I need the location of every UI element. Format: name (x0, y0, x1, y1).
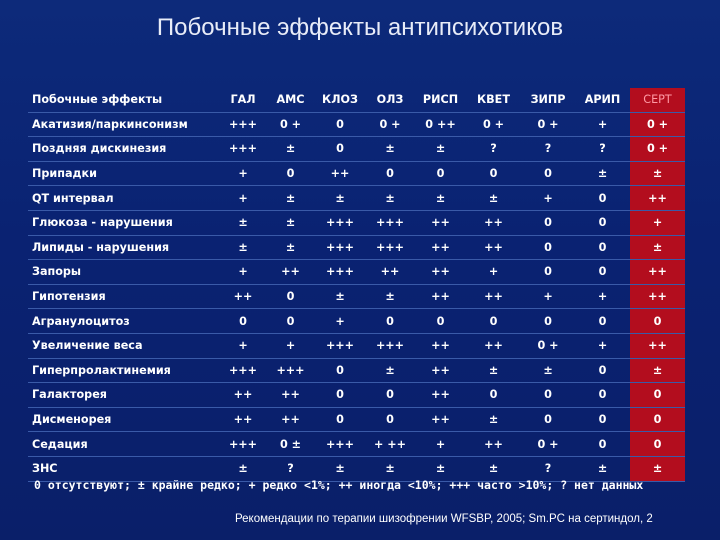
table-cell: 0 (365, 407, 415, 432)
table-cell: ++ (630, 284, 685, 309)
table-cell: ± (415, 456, 466, 481)
table-row (28, 309, 685, 334)
table-row (28, 284, 685, 309)
table-header-row (28, 88, 685, 112)
table-cell: 0 (365, 161, 415, 186)
table-cell: +++ (315, 210, 365, 235)
table-cell: ++ (630, 260, 685, 285)
table-cell: + (575, 284, 630, 309)
table-cell: + (575, 333, 630, 358)
table-cell: ± (365, 186, 415, 211)
table-cell: 0 + (630, 137, 685, 162)
table-cell: ++ (220, 383, 266, 408)
table-cell: 0 + (521, 333, 575, 358)
table-cell: 0 (266, 309, 315, 334)
table-cell: 0 (575, 407, 630, 432)
table-cell: 0 (466, 161, 521, 186)
table-cell: 0 ± (266, 432, 315, 457)
row-label: Гиперпролактинемия (28, 358, 220, 383)
table-cell: ± (365, 137, 415, 162)
table-row (28, 186, 685, 211)
table-cell: +++ (365, 235, 415, 260)
table-cell: + (521, 186, 575, 211)
table-cell: 0 (315, 407, 365, 432)
table-cell: ++ (266, 260, 315, 285)
table-cell: ± (466, 456, 521, 481)
table-cell: ± (220, 235, 266, 260)
table-cell: 0 (575, 309, 630, 334)
table-cell: +++ (220, 432, 266, 457)
table-cell: +++ (315, 235, 365, 260)
table-cell: + (266, 333, 315, 358)
table-cell: ++ (466, 284, 521, 309)
table-cell: 0 (521, 260, 575, 285)
table-cell: + (415, 432, 466, 457)
column-header-drug: КВЕТ (466, 88, 521, 112)
table-cell: +++ (220, 112, 266, 137)
table-cell: ± (575, 456, 630, 481)
table-cell: ? (521, 137, 575, 162)
row-label: Липиды - нарушения (28, 235, 220, 260)
table-cell: ± (466, 186, 521, 211)
row-label: Глюкоза - нарушения (28, 210, 220, 235)
column-header-drug: ГАЛ (220, 88, 266, 112)
table-cell: 0 (630, 432, 685, 457)
table-row (28, 210, 685, 235)
table-cell: ± (266, 186, 315, 211)
table-cell: ± (415, 186, 466, 211)
table-cell: 0 + (630, 112, 685, 137)
table-cell: ± (315, 456, 365, 481)
table-cell: ± (266, 210, 315, 235)
row-label: QT интервал (28, 186, 220, 211)
table-row (28, 432, 685, 457)
table-cell: 0 (521, 407, 575, 432)
table-cell: 0 (220, 309, 266, 334)
table-cell: 0 (466, 309, 521, 334)
table-cell: ± (466, 358, 521, 383)
table-cell: ± (266, 137, 315, 162)
column-header-drug: СЕРТ (630, 88, 685, 112)
table-cell: 0 + (266, 112, 315, 137)
table-cell: +++ (315, 333, 365, 358)
table-cell: +++ (365, 333, 415, 358)
table-cell: ++ (315, 161, 365, 186)
table-cell: ++ (415, 333, 466, 358)
table-cell: ? (521, 456, 575, 481)
table-cell: +++ (220, 137, 266, 162)
table-cell: +++ (315, 432, 365, 457)
table-row (28, 260, 685, 285)
row-label: Припадки (28, 161, 220, 186)
table-row (28, 358, 685, 383)
table-cell: ? (266, 456, 315, 481)
row-label: Дисменорея (28, 407, 220, 432)
table-cell: 0 + (365, 112, 415, 137)
table-cell: + (220, 333, 266, 358)
table-cell: ++ (266, 407, 315, 432)
column-header-drug: ЗИПР (521, 88, 575, 112)
row-label: Запоры (28, 260, 220, 285)
row-label: Седация (28, 432, 220, 457)
row-label: Акатизия/паркинсонизм (28, 112, 220, 137)
table-cell: +++ (220, 358, 266, 383)
table-row (28, 407, 685, 432)
source-citation: Рекомендации по терапии шизофрении WFSBP, 2005; Sm.PC на сертиндол, 2 (235, 513, 653, 525)
row-label: Увеличение веса (28, 333, 220, 358)
table-cell: 0 (415, 161, 466, 186)
table-cell: 0 (266, 284, 315, 309)
table-cell: ± (466, 407, 521, 432)
table-cell: + ++ (365, 432, 415, 457)
table-cell: + (630, 210, 685, 235)
table-cell: ± (630, 456, 685, 481)
table-cell: ± (630, 161, 685, 186)
table-cell: 0 (365, 383, 415, 408)
table-cell: ++ (415, 383, 466, 408)
table-cell: ++ (220, 284, 266, 309)
table-cell: 0 (521, 309, 575, 334)
table-cell: 0 (575, 358, 630, 383)
table-cell: 0 (521, 161, 575, 186)
row-label: ЗНС (28, 456, 220, 481)
table-cell: 0 (315, 358, 365, 383)
table-cell: 0 + (521, 112, 575, 137)
table-cell: ++ (466, 432, 521, 457)
table-cell: ++ (415, 210, 466, 235)
table-cell: 0 (521, 383, 575, 408)
table-cell: ++ (630, 333, 685, 358)
table-cell: 0 (575, 210, 630, 235)
column-header-drug: АРИП (575, 88, 630, 112)
table-cell: ± (315, 284, 365, 309)
table-cell: ± (575, 161, 630, 186)
table-cell: ++ (415, 235, 466, 260)
table-cell: ++ (415, 260, 466, 285)
table-cell: +++ (266, 358, 315, 383)
table-cell: + (521, 284, 575, 309)
table-cell: ± (220, 210, 266, 235)
table-cell: 0 (630, 309, 685, 334)
column-header-drug: КЛОЗ (315, 88, 365, 112)
table-cell: ++ (466, 235, 521, 260)
table-cell: ± (266, 235, 315, 260)
table-cell: 0 (575, 186, 630, 211)
row-label: Гипотензия (28, 284, 220, 309)
table-cell: ± (220, 456, 266, 481)
table-cell: 0 (315, 137, 365, 162)
table-row (28, 235, 685, 260)
table-cell: 0 (521, 210, 575, 235)
table-cell: 0 (575, 383, 630, 408)
table-cell: 0 (575, 260, 630, 285)
table-cell: ± (630, 235, 685, 260)
legend-text: 0 отсутствуют; ± крайне редко; + редко <1%; ++ иногда <10%; +++ часто >10%; ? нет данных (34, 478, 644, 492)
table-cell: 0 (315, 383, 365, 408)
row-label: Поздняя дискинезия (28, 137, 220, 162)
table-cell: + (220, 260, 266, 285)
table-cell: 0 (575, 432, 630, 457)
table-cell: ± (365, 358, 415, 383)
table-row (28, 112, 685, 137)
table-cell: ± (630, 358, 685, 383)
table-cell: 0 (521, 235, 575, 260)
table-cell: + (466, 260, 521, 285)
table-cell: ± (315, 186, 365, 211)
table-cell: ++ (415, 358, 466, 383)
table-cell: ++ (466, 333, 521, 358)
row-label: Галакторея (28, 383, 220, 408)
table-cell: 0 (315, 112, 365, 137)
table-cell: ++ (415, 284, 466, 309)
table-cell: ++ (415, 407, 466, 432)
table-cell: ? (466, 137, 521, 162)
table-cell: ? (575, 137, 630, 162)
table-cell: + (575, 112, 630, 137)
table-cell: + (220, 186, 266, 211)
table-cell: 0 (365, 309, 415, 334)
table-cell: + (220, 161, 266, 186)
table-cell: ± (415, 137, 466, 162)
table-cell: 0 ++ (415, 112, 466, 137)
table-cell: ± (521, 358, 575, 383)
row-label: Агранулоцитоз (28, 309, 220, 334)
table-cell: ++ (630, 186, 685, 211)
table-cell: +++ (365, 210, 415, 235)
table-cell: ++ (365, 260, 415, 285)
table-cell: +++ (315, 260, 365, 285)
table-cell: + (315, 309, 365, 334)
column-header-drug: РИСП (415, 88, 466, 112)
table-cell: 0 + (521, 432, 575, 457)
table-row (28, 333, 685, 358)
table-cell: 0 (466, 383, 521, 408)
table-cell: 0 (630, 383, 685, 408)
table-row (28, 161, 685, 186)
table-row (28, 137, 685, 162)
table-cell: ++ (220, 407, 266, 432)
table-cell: 0 (575, 235, 630, 260)
table-row (28, 383, 685, 408)
table-cell: ++ (266, 383, 315, 408)
column-header-drug: АМС (266, 88, 315, 112)
column-header-drug: ОЛЗ (365, 88, 415, 112)
table-cell: ± (365, 284, 415, 309)
table-cell: 0 + (466, 112, 521, 137)
table-cell: 0 (266, 161, 315, 186)
table-cell: 0 (630, 407, 685, 432)
slide-title: Побочные эффекты антипсихотиков (156, 14, 564, 41)
side-effects-table (28, 88, 685, 482)
table-cell: ++ (466, 210, 521, 235)
table-cell: 0 (415, 309, 466, 334)
table-cell: ± (365, 456, 415, 481)
column-header-effect: Побочные эффекты (28, 88, 220, 112)
